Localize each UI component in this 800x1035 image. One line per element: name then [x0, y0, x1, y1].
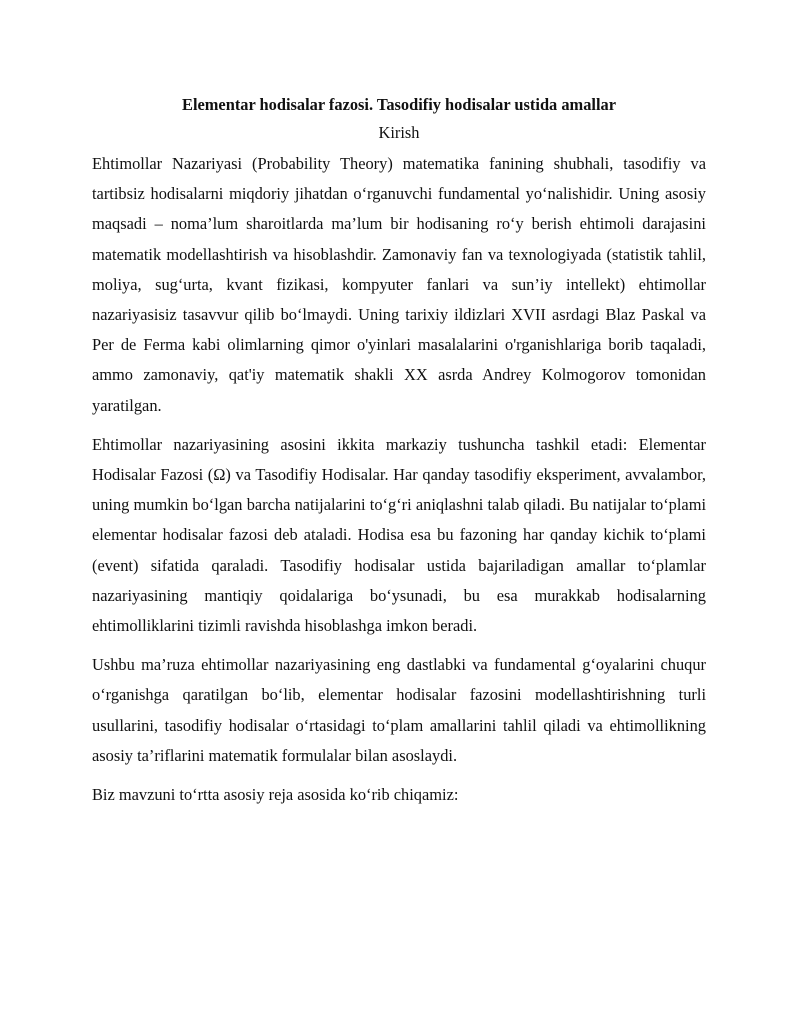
paragraph-1: Ehtimollar Nazariyasi (Probability Theory) matematika fanining shubhali, tasodifiy va tartibsiz hodisalarni miqdoriy jihatdan o‘rganuvchi fundamental yo‘nalishidir. Uning asosiy maqsadi – noma’lum sharoitlarda ma’lum bir hodisaning ro‘y berish ehtimoli darajasini matematik modellashtirish va hisoblashdir. Zamonaviy fan va texnologiyada (statistik tahlil, moliya, sug‘urta, kvant fizikasi, kompyuter fanlari va sun’iy intellekt) ehtimollar nazariyasisiz tasavvur qilib bo‘lmaydi. Uning tarixiy ildizlari XVII asrdagi Blaz Paskal va Per de Ferma kabi olimlarning qimor o'yinlari masalalarini o'rganishlariga borib taqaladi, ammo zamonaviy, qat'iy matematik shakli XX asrda Andrey Kolmogorov tomonidan yaratilgan.	[92, 154, 706, 415]
section-heading: Kirish	[378, 123, 420, 142]
document-page	[92, 92, 706, 819]
paragraph-3: Ushbu ma’ruza ehtimollar nazariyasining eng dastlabki va fundamental g‘oyalarini chuqur o‘rganishga qaratilgan bo‘lib, elementar hodisalar fazosini modellashtirishning turli usullarini, tasodifiy hodisalar o‘rtasidagi to‘plam amallarini tahlil qiladi va ehtimollikning asosiy ta’riflarini matematik formulalar bilan asoslaydi.	[92, 655, 706, 765]
document-title: Elementar hodisalar fazosi. Tasodifiy hodisalar ustida amallar	[182, 95, 616, 114]
paragraph-2: Ehtimollar nazariyasining asosini ikkita markaziy tushuncha tashkil etadi: Elementar Hodisalar Fazosi (Ω) va Tasodifiy Hodisalar. Har qanday tasodifiy eksperiment, avvalambor, uning mumkin bo‘lgan barcha natijalarini to‘g‘ri aniqlashni talab qiladi. Bu natijalar to‘plami elementar hodisalar fazosi deb ataladi. Hodisa esa bu fazoning har qanday kichik to‘plami (event) sifatida qaraladi. Tasodifiy hodisalar ustida bajariladigan amallar to‘plamlar nazariyasining mantiqiy qoidalariga bo‘ysunadi, bu esa murakkab hodisalarning ehtimolliklarini tizimli ravishda hisoblashga imkon beradi.	[92, 434, 706, 636]
paragraph-4: Biz mavzuni to‘rtta asosiy reja asosida ko‘rib chiqamiz:	[92, 785, 459, 805]
